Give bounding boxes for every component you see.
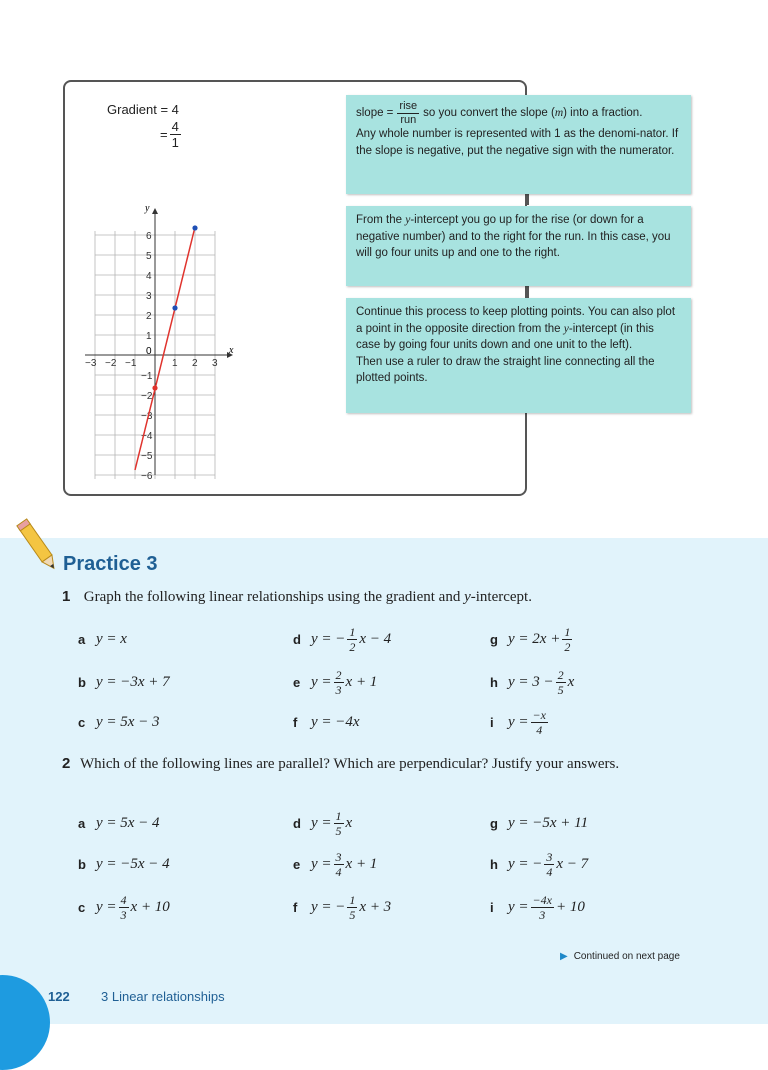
equation-suffix: x + 1 [345, 673, 378, 690]
practice-title: Practice 3 [63, 553, 158, 575]
item-letter: c [78, 899, 86, 915]
item-letter: i [490, 899, 494, 915]
note-plotting [346, 298, 691, 413]
x-axis-label: x [229, 345, 234, 356]
coordinate-graph [85, 200, 245, 480]
note1-text-b: ) into a fraction. [563, 107, 643, 120]
fraction-denominator: 3 [539, 907, 546, 922]
point-plotted [172, 305, 177, 310]
equation-fraction [334, 810, 344, 837]
x-tick-label: 2 [192, 358, 198, 369]
y-tick-label: 6 [146, 231, 152, 242]
equation-fraction [556, 669, 566, 696]
equation-suffix: + 10 [555, 898, 585, 915]
x-tick-label: 1 [172, 358, 178, 369]
fraction-numerator: 4 [171, 118, 179, 134]
y-axis-arrow [152, 208, 158, 214]
equation-fraction [347, 894, 357, 921]
q1-item-h [490, 667, 574, 697]
equation-prefix: y = [96, 898, 117, 915]
fraction-denominator: 2 [349, 639, 356, 654]
item-letter: a [78, 815, 86, 831]
equation-prefix: y = 3 − [508, 673, 554, 690]
fraction-numerator: 2 [557, 667, 564, 682]
equation-fraction [531, 894, 554, 921]
equation-suffix: x + 3 [359, 898, 392, 915]
y-symbol: y [464, 589, 471, 605]
fraction-numerator: 4 [120, 892, 127, 907]
equation-fraction [334, 669, 344, 696]
page-number: 122 [48, 989, 70, 1004]
fraction-numerator: 1 [335, 808, 342, 823]
equation-fraction [544, 851, 554, 878]
y-axis-label: y [145, 203, 150, 214]
equation-suffix: x [345, 814, 353, 831]
equation-prefix: y = − [311, 630, 346, 647]
equation-suffix: x [567, 673, 575, 690]
play-arrow-icon: ▶ [560, 951, 568, 962]
rise-over-run [397, 101, 419, 126]
equation: y = x [96, 630, 127, 647]
note2-text-a: From the [356, 214, 406, 226]
item-letter: d [293, 631, 301, 647]
item-letter: f [293, 899, 298, 915]
question-2 [62, 753, 680, 775]
note3-text-b: -intercept (in this case by going four units down and one unit to the left). [356, 322, 654, 351]
fraction-denominator: 5 [335, 823, 342, 838]
q2-item-f [293, 892, 391, 922]
q1-item-g [490, 624, 574, 654]
equation-suffix: x + 10 [130, 898, 170, 915]
gradient-label: Gradient = 4 [107, 101, 179, 117]
y-tick-label: 3 [146, 291, 152, 302]
equation-suffix: x + 1 [345, 855, 378, 872]
note3-text-a: Continue this process to keep plotting points. You can also plot a point in the opposite direction from the [356, 306, 676, 335]
q2-item-e [293, 849, 377, 879]
equation-suffix: x − 4 [359, 630, 392, 647]
equation: y = −4x [311, 713, 360, 730]
fraction-numerator: 1 [349, 892, 356, 907]
chapter-title: 3 Linear relationships [101, 989, 225, 1004]
fraction-numerator: 3 [335, 849, 342, 864]
x-tick-label: 3 [212, 358, 218, 369]
note3-text-c: Then use a ruler to draw the straight line connecting all the plotted points. [356, 355, 655, 384]
x-tick-label: −2 [105, 358, 117, 369]
fraction-numerator: 3 [546, 849, 553, 864]
q1-item-f [293, 707, 360, 737]
equation-fraction [119, 894, 129, 921]
equation: y = −5x − 4 [96, 855, 170, 872]
q1-item-c [78, 707, 160, 737]
origin-label: 0 [146, 346, 152, 357]
equals-sign: = [160, 126, 168, 142]
note1-text-a: so you convert the slope ( [423, 107, 555, 120]
y-tick-label: −3 [141, 411, 153, 422]
q2-item-b [78, 849, 170, 879]
y-tick-label: 2 [146, 311, 152, 322]
equation-prefix: y = [508, 713, 529, 730]
q1-item-e [293, 667, 377, 697]
item-letter: g [490, 815, 498, 831]
q2-item-a [78, 808, 160, 838]
q2-item-d [293, 808, 352, 838]
y-tick-label: 1 [146, 331, 152, 342]
fraction-denominator: 5 [557, 682, 564, 697]
item-letter: b [78, 856, 86, 872]
q1-item-a [78, 624, 127, 654]
note-rise-run [346, 206, 691, 286]
m-symbol: m [554, 107, 564, 120]
run-label: run [400, 114, 417, 126]
item-letter: a [78, 631, 86, 647]
fraction-numerator: −x [532, 707, 546, 722]
note-slope-fraction [346, 95, 691, 194]
fraction-denominator: 5 [349, 907, 356, 922]
x-tick-labels [85, 358, 218, 369]
item-letter: e [293, 856, 301, 872]
question-2-text: Which of the following lines are parallel? Which are perpendicular? Justify your answers. [80, 756, 620, 772]
x-tick-label: −1 [125, 358, 137, 369]
fraction-denominator: 2 [564, 639, 571, 654]
question-number: 1 [62, 588, 71, 605]
gradient-working [107, 99, 183, 149]
equation: y = −3x + 7 [96, 673, 170, 690]
equation: y = −5x + 11 [508, 814, 589, 831]
y-tick-label: 5 [146, 251, 152, 262]
fraction-denominator: 3 [120, 907, 127, 922]
q2-item-g [490, 808, 588, 838]
equation: y = 5x − 4 [96, 814, 160, 831]
slope-prefix: slope = [356, 107, 394, 120]
connector-line [527, 193, 529, 205]
equation-fraction [334, 851, 344, 878]
item-letter: d [293, 815, 301, 831]
equation-prefix: y = − [508, 855, 543, 872]
fraction-numerator: 1 [564, 624, 571, 639]
continued-note [560, 951, 680, 962]
fraction-numerator: −4x [532, 892, 552, 907]
pencil-icon [14, 515, 64, 579]
equation-prefix: y = 2x + [508, 630, 561, 647]
note1-rest: Any whole number is represented with 1 as the denomi-nator. If the slope is negative, put the negative sign with the numerator. [356, 128, 679, 157]
item-letter: c [78, 714, 86, 730]
y-tick-label: 4 [146, 271, 152, 282]
q1-item-i [490, 707, 550, 737]
item-letter: h [490, 674, 498, 690]
equation-fraction [347, 626, 357, 653]
fraction-numerator: 2 [335, 667, 342, 682]
equation-prefix: y = [311, 673, 332, 690]
q1-item-b [78, 667, 170, 697]
item-letter: i [490, 714, 494, 730]
fraction-denominator: 4 [335, 864, 342, 879]
y-symbol: y [563, 322, 569, 335]
equation-prefix: y = − [311, 898, 346, 915]
fraction-denominator: 3 [335, 682, 342, 697]
point-y-intercept [152, 385, 157, 390]
fraction-denominator: 1 [171, 134, 179, 150]
plotted-line [135, 227, 195, 470]
equation-fraction [531, 709, 548, 736]
q2-item-h [490, 849, 588, 879]
q2-item-i [490, 892, 585, 922]
q1-item-d [293, 624, 391, 654]
note2-text-b: -intercept you go up for the rise (or down for a negative number) and to the right for the run. In this case, you will go four units up and one to the right. [356, 214, 671, 259]
y-tick-label: −1 [141, 371, 153, 382]
item-letter: b [78, 674, 86, 690]
q2-item-c [78, 892, 170, 922]
item-letter: h [490, 856, 498, 872]
fraction-denominator: 4 [536, 722, 543, 737]
equation-prefix: y = [508, 898, 529, 915]
connector-line [527, 286, 529, 298]
question-1-text-a: Graph the following linear relationships using the gradient and [83, 589, 465, 605]
fraction-denominator: 4 [546, 864, 553, 879]
x-tick-label: −3 [85, 358, 97, 369]
question-number: 2 [62, 755, 71, 772]
y-symbol: y [405, 214, 411, 226]
rise-label: rise [399, 100, 418, 112]
y-tick-label: −5 [141, 451, 153, 462]
item-letter: e [293, 674, 301, 690]
continued-text: Continued on next page [573, 951, 680, 962]
y-tick-label: −6 [141, 471, 153, 480]
y-tick-label: −2 [141, 391, 153, 402]
item-letter: g [490, 631, 498, 647]
equation-fraction [562, 626, 572, 653]
question-1-text-b: -intercept. [470, 589, 532, 605]
point-plotted [192, 225, 197, 230]
equation: y = 5x − 3 [96, 713, 160, 730]
equation-prefix: y = [311, 814, 332, 831]
fraction-numerator: 1 [349, 624, 356, 639]
gradient-fraction [170, 120, 181, 149]
question-1 [62, 586, 532, 608]
equation-prefix: y = [311, 855, 332, 872]
equation-suffix: x − 7 [556, 855, 589, 872]
item-letter: f [293, 714, 298, 730]
y-tick-label: −4 [141, 431, 153, 442]
